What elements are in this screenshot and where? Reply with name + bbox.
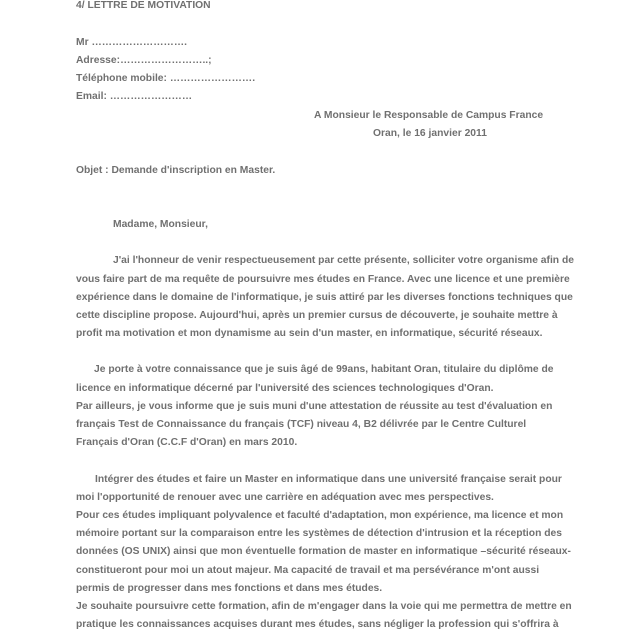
paragraph-line: licence en informatique décerné par l'université des sciences technologiques d'Oran.	[76, 383, 494, 394]
paragraph-line: constitueront pour moi un atout majeur. Ma capacité de travail et ma persévérance m'ont aussi	[76, 565, 540, 576]
date-line: Oran, le 16 janvier 2011	[373, 128, 487, 139]
paragraph-line: J'ai l'honneur de venir respectueusement par cette présente, solliciter votre organisme afin de	[113, 255, 574, 266]
paragraph-line: profit ma motivation et mon dynamisme au sein d'un master, en informatique, sécurité réseaux.	[76, 328, 543, 339]
paragraph-line: Je souhaite poursuivre cette formation, afin de m'engager dans la voie qui me permettra de mettre en	[76, 601, 572, 612]
sender-name: Mr ……………………….	[76, 37, 187, 48]
paragraph-line: permis de progresser dans mes fonctions et dans mes études.	[76, 583, 383, 594]
paragraph-line: Intégrer des études et faire un Master en informatique dans une université française serait pour	[95, 474, 562, 485]
paragraph-line: Français d'Oran (C.C.F d'Oran) en mars 2010.	[76, 437, 298, 448]
paragraph-line: expérience dans le domaine de l'informatique, je suis attiré par les diverses fonctions techniques que	[76, 292, 573, 303]
paragraph-line: français Test de Connaissance du français (TCF) niveau 4, B2 délivrée par le Centre Culturel	[76, 419, 527, 430]
subject-line: Objet : Demande d'inscription en Master.	[76, 165, 276, 176]
paragraph-line: Je porte à votre connaissance que je suis âgé de 99ans, habitant Oran, titulaire du diplôme de	[94, 364, 554, 375]
paragraph-line: données (OS UNIX) ainsi que mon éventuelle formation de master en informatique –sécurité réseaux-	[76, 546, 571, 557]
paragraph-line: vous faire part de ma requête de poursuivre mes études en France. Avec une licence et une première	[76, 274, 570, 285]
paragraph-line: Pour ces études impliquant polyvalence et faculté d'adaptation, mon expérience, ma licence et mon	[76, 510, 564, 521]
letter-heading: 4/ LETTRE DE MOTIVATION	[76, 0, 211, 11]
salutation: Madame, Monsieur,	[113, 219, 208, 230]
recipient-line: A Monsieur le Responsable de Campus France	[314, 110, 544, 121]
paragraph-line: cette discipline propose. Aujourd'hui, après un premier cursus de découverte, je souhaite mettre à	[76, 310, 558, 321]
paragraph-line: moi l'opportunité de renouer avec une carrière en adéquation avec mes perspectives.	[76, 492, 494, 503]
sender-address: Adresse:……………………..;	[76, 55, 212, 66]
paragraph-line: mémoire portant sur la comparaison entre les systèmes de détection d'intrusion et la réception des	[76, 528, 562, 539]
sender-phone: Téléphone mobile: …………………….	[76, 73, 256, 84]
paragraph-line: pratique les connaissances acquises durant mes études, sans négliger la profession qui s'offrira à	[76, 619, 559, 630]
sender-email: Email: ……………………	[76, 91, 193, 102]
paragraph-line: Par ailleurs, je vous informe que je suis muni d'une attestation de réussite au test d'évaluation en	[76, 401, 553, 412]
